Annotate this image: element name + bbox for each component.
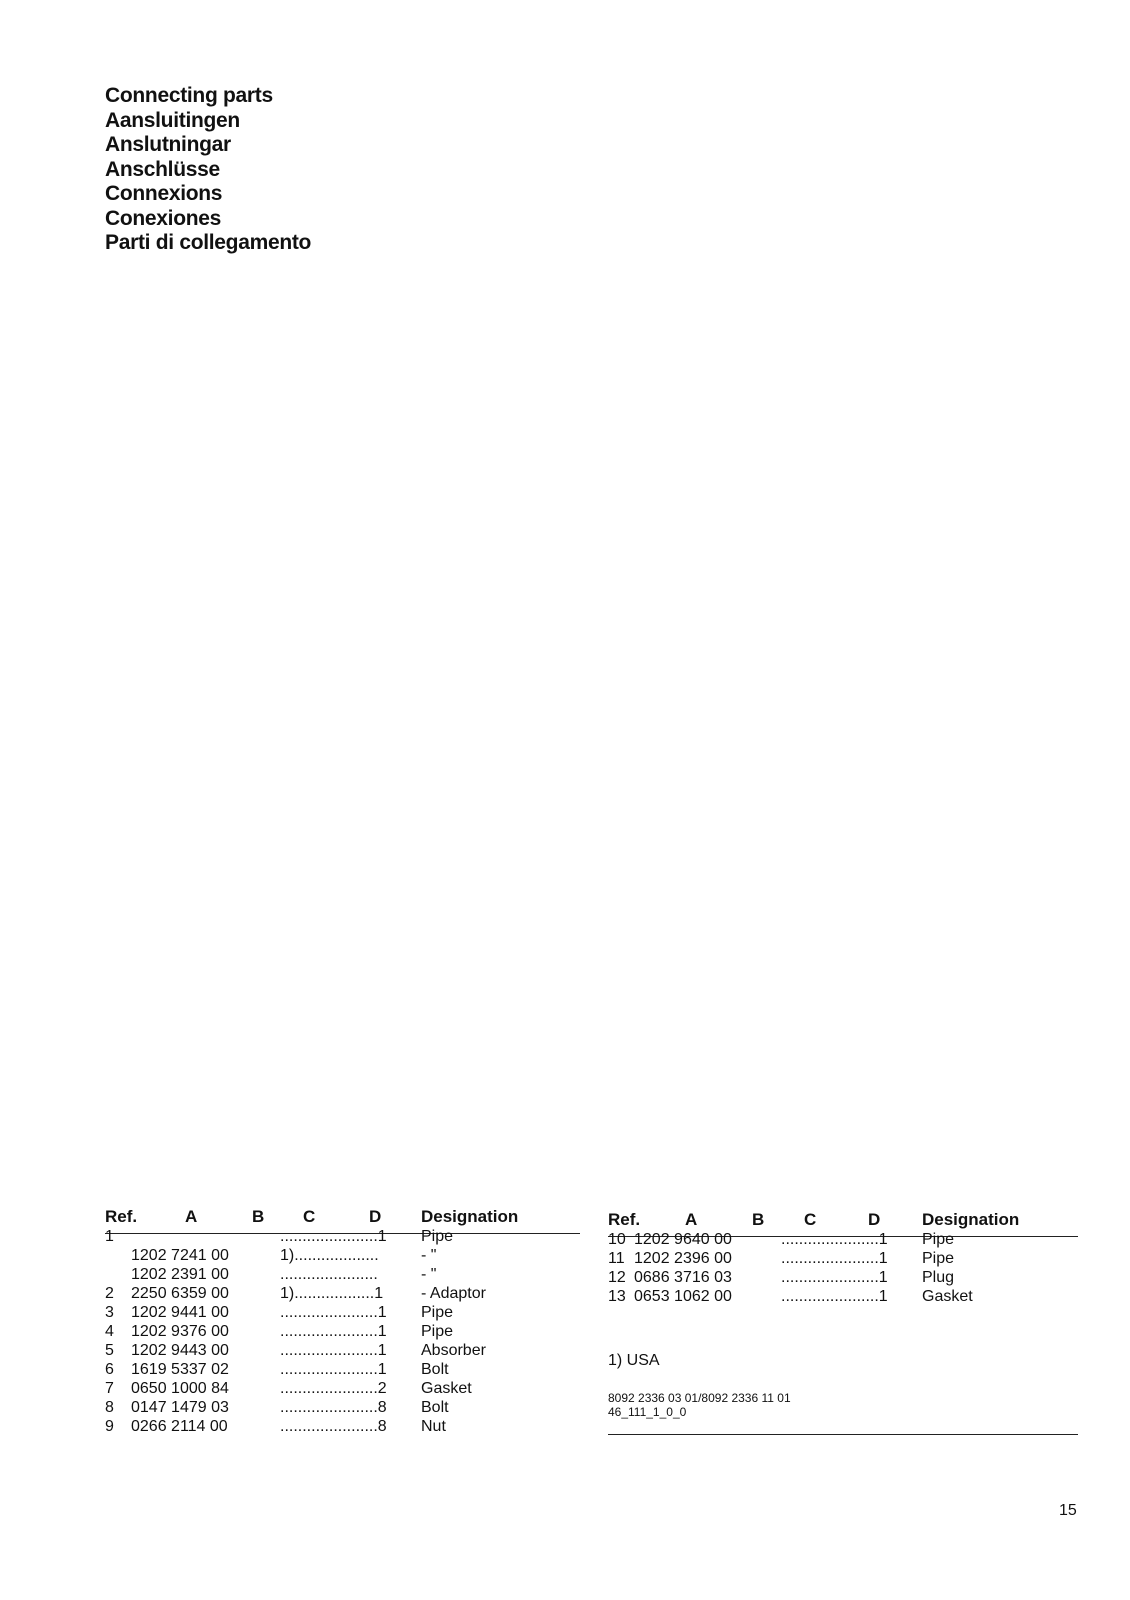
title-line: Aansluitingen [105,108,240,132]
row-part-number: 1202 2391 00 [131,1266,229,1283]
parts-table-left [105,1207,580,1467]
header-d: D [369,1207,382,1226]
row-quantity: ......................1 [781,1269,888,1286]
row-ref: 4 [105,1323,114,1340]
title-line: Parti di collegamento [105,231,312,254]
row-part-number: 1202 9441 00 [131,1304,229,1321]
document-reference-code: 46_111_1_0_0 [608,1405,687,1419]
row-designation: Pipe [421,1304,454,1321]
header-a: A [685,1210,698,1229]
row-part-number: 1202 7241 00 [131,1247,229,1264]
header-d: D [868,1210,881,1229]
row-ref: 1 [105,1228,114,1245]
row-designation: Bolt [421,1361,449,1378]
row-ref: 3 [105,1304,114,1321]
row-quantity: ......................1 [280,1304,387,1321]
row-quantity: ......................1 [781,1288,888,1305]
row-ref: 7 [105,1380,114,1397]
title-line: Connexions [105,182,223,205]
row-part-number: 2250 6359 00 [131,1285,229,1302]
header-b: B [252,1207,265,1226]
header-c: C [303,1207,316,1226]
document-reference: 8092 2336 03 01/8092 2336 11 01 [608,1391,791,1405]
row-designation: Gasket [922,1288,973,1305]
row-quantity: 1)................... [280,1247,379,1264]
row-designation: - " [421,1247,437,1264]
row-ref: 13 [608,1288,626,1305]
header-ref: Ref. [105,1207,138,1226]
row-designation: Pipe [421,1228,454,1245]
row-quantity: ......................1 [280,1342,387,1359]
row-part-number: 0653 1062 00 [634,1288,732,1305]
header-a: A [185,1207,198,1226]
row-designation: Bolt [421,1399,449,1416]
row-quantity: ......................1 [280,1361,387,1378]
row-ref: 10 [608,1231,626,1248]
row-part-number: 0266 2114 00 [131,1418,228,1435]
row-part-number: 1619 5337 02 [131,1361,229,1378]
row-designation: - " [421,1266,437,1283]
header-ref: Ref. [608,1210,641,1229]
row-ref: 6 [105,1361,114,1378]
row-ref: 5 [105,1342,114,1359]
row-designation: Absorber [421,1342,486,1359]
header-b: B [752,1210,765,1229]
row-ref: 2 [105,1285,114,1302]
row-designation: Pipe [421,1323,454,1340]
header-c: C [804,1210,817,1229]
row-quantity: ......................2 [280,1380,387,1397]
row-ref: 12 [608,1269,626,1286]
row-ref: 9 [105,1418,114,1435]
title-block [105,84,311,256]
closing-rule [608,1434,1078,1435]
row-designation: Gasket [421,1380,472,1397]
footnote-usa: 1) USA [608,1352,660,1369]
row-part-number: 1202 9640 00 [634,1231,732,1248]
title-line: Connecting parts [105,84,273,107]
row-part-number: 1202 9443 00 [131,1342,229,1359]
row-part-number: 1202 2396 00 [634,1250,732,1267]
row-quantity: ...................... [280,1266,378,1283]
row-quantity: ......................1 [280,1228,387,1245]
header-designation: Designation [421,1207,519,1226]
row-designation: Pipe [922,1231,955,1248]
page-number: 15 [1059,1502,1077,1519]
row-designation: Nut [421,1418,446,1435]
row-designation: Plug [922,1269,955,1286]
row-ref: 8 [105,1399,114,1416]
row-quantity: 1)..................1 [280,1285,384,1302]
row-quantity: ......................1 [280,1323,387,1340]
title-line: Conexiones [105,206,222,230]
row-part-number: 0650 1000 84 [131,1380,229,1397]
title-line: Anschlüsse [105,157,220,181]
row-quantity: ......................8 [280,1399,387,1416]
row-designation: - Adaptor [421,1285,486,1302]
row-quantity: ......................1 [781,1231,888,1248]
header-designation: Designation [922,1210,1020,1229]
row-part-number: 1202 9376 00 [131,1323,229,1340]
row-quantity: ......................8 [280,1418,387,1435]
row-part-number: 0147 1479 03 [131,1399,229,1416]
row-part-number: 0686 3716 03 [634,1269,732,1286]
row-quantity: ......................1 [781,1250,888,1267]
title-line: Anslutningar [105,133,231,156]
row-ref: 11 [608,1250,625,1267]
row-designation: Pipe [922,1250,955,1267]
